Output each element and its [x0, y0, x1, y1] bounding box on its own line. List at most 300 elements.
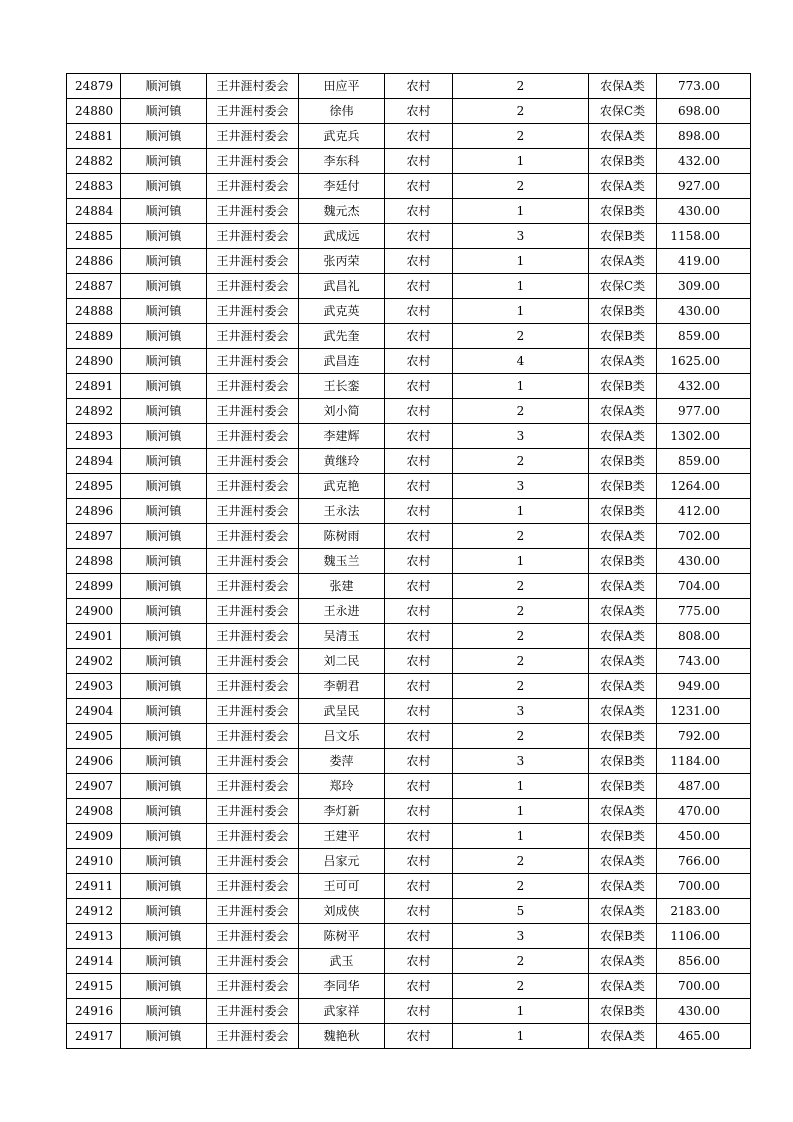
cell-id: 24902	[67, 649, 121, 674]
table-row	[67, 624, 751, 649]
cell-name: 王建平	[299, 824, 385, 849]
cell-id: 24909	[67, 824, 121, 849]
cell-name: 李东科	[299, 149, 385, 174]
cell-area: 农村	[385, 849, 453, 874]
cell-count: 1	[453, 199, 589, 224]
cell-id: 24897	[67, 524, 121, 549]
cell-village: 王井涯村委会	[207, 124, 299, 149]
cell-type: 农保A类	[589, 699, 657, 724]
cell-name: 李廷付	[299, 174, 385, 199]
cell-village: 王井涯村委会	[207, 724, 299, 749]
cell-type: 农保A类	[589, 674, 657, 699]
table-row	[67, 74, 751, 99]
cell-count: 1	[453, 799, 589, 824]
cell-id: 24911	[67, 874, 121, 899]
cell-type: 农保B类	[589, 324, 657, 349]
table-row	[67, 799, 751, 824]
table-row	[67, 674, 751, 699]
cell-village: 王井涯村委会	[207, 974, 299, 999]
cell-type: 农保B类	[589, 149, 657, 174]
cell-id: 24894	[67, 449, 121, 474]
cell-town: 顺河镇	[121, 99, 207, 124]
cell-village: 王井涯村委会	[207, 449, 299, 474]
cell-area: 农村	[385, 774, 453, 799]
cell-count: 2	[453, 99, 589, 124]
cell-area: 农村	[385, 649, 453, 674]
cell-type: 农保B类	[589, 199, 657, 224]
cell-type: 农保B类	[589, 774, 657, 799]
table-row	[67, 424, 751, 449]
cell-id: 24917	[67, 1024, 121, 1049]
cell-amount: 430.00	[657, 299, 751, 324]
table-row	[67, 474, 751, 499]
cell-village: 王井涯村委会	[207, 199, 299, 224]
cell-area: 农村	[385, 349, 453, 374]
table-row	[67, 649, 751, 674]
cell-amount: 432.00	[657, 149, 751, 174]
cell-town: 顺河镇	[121, 249, 207, 274]
cell-village: 王井涯村委会	[207, 249, 299, 274]
cell-amount: 1625.00	[657, 349, 751, 374]
table-row	[67, 349, 751, 374]
cell-amount: 465.00	[657, 1024, 751, 1049]
cell-town: 顺河镇	[121, 724, 207, 749]
cell-type: 农保A类	[589, 624, 657, 649]
cell-village: 王井涯村委会	[207, 924, 299, 949]
cell-area: 农村	[385, 174, 453, 199]
cell-id: 24890	[67, 349, 121, 374]
cell-village: 王井涯村委会	[207, 699, 299, 724]
cell-type: 农保B类	[589, 499, 657, 524]
cell-town: 顺河镇	[121, 699, 207, 724]
cell-name: 王长銮	[299, 374, 385, 399]
cell-amount: 702.00	[657, 524, 751, 549]
cell-area: 农村	[385, 149, 453, 174]
table-row	[67, 274, 751, 299]
table-row	[67, 749, 751, 774]
cell-town: 顺河镇	[121, 349, 207, 374]
cell-count: 2	[453, 524, 589, 549]
cell-count: 1	[453, 274, 589, 299]
cell-count: 2	[453, 574, 589, 599]
cell-village: 王井涯村委会	[207, 149, 299, 174]
table-row	[67, 199, 751, 224]
cell-name: 王永进	[299, 599, 385, 624]
cell-id: 24892	[67, 399, 121, 424]
cell-amount: 704.00	[657, 574, 751, 599]
table-row	[67, 224, 751, 249]
cell-town: 顺河镇	[121, 149, 207, 174]
cell-amount: 1106.00	[657, 924, 751, 949]
cell-count: 2	[453, 124, 589, 149]
cell-amount: 898.00	[657, 124, 751, 149]
cell-town: 顺河镇	[121, 224, 207, 249]
cell-town: 顺河镇	[121, 649, 207, 674]
cell-id: 24904	[67, 699, 121, 724]
cell-count: 1	[453, 499, 589, 524]
cell-id: 24898	[67, 549, 121, 574]
cell-village: 王井涯村委会	[207, 324, 299, 349]
cell-id: 24893	[67, 424, 121, 449]
cell-type: 农保A类	[589, 874, 657, 899]
cell-count: 2	[453, 674, 589, 699]
cell-count: 1	[453, 299, 589, 324]
cell-amount: 856.00	[657, 949, 751, 974]
table-row	[67, 999, 751, 1024]
cell-name: 吴清玉	[299, 624, 385, 649]
cell-town: 顺河镇	[121, 549, 207, 574]
cell-type: 农保A类	[589, 799, 657, 824]
cell-area: 农村	[385, 249, 453, 274]
cell-amount: 859.00	[657, 449, 751, 474]
cell-village: 王井涯村委会	[207, 299, 299, 324]
cell-area: 农村	[385, 399, 453, 424]
cell-area: 农村	[385, 824, 453, 849]
cell-town: 顺河镇	[121, 974, 207, 999]
cell-name: 王可可	[299, 874, 385, 899]
cell-village: 王井涯村委会	[207, 224, 299, 249]
cell-amount: 1231.00	[657, 699, 751, 724]
cell-id: 24901	[67, 624, 121, 649]
cell-name: 武先奎	[299, 324, 385, 349]
cell-type: 农保A类	[589, 424, 657, 449]
cell-count: 3	[453, 224, 589, 249]
table-row	[67, 599, 751, 624]
cell-name: 魏元杰	[299, 199, 385, 224]
cell-type: 农保A类	[589, 849, 657, 874]
cell-area: 农村	[385, 199, 453, 224]
cell-name: 武昌连	[299, 349, 385, 374]
cell-type: 农保A类	[589, 574, 657, 599]
cell-id: 24915	[67, 974, 121, 999]
cell-amount: 700.00	[657, 874, 751, 899]
table-body	[67, 74, 751, 1049]
cell-town: 顺河镇	[121, 574, 207, 599]
table-row	[67, 99, 751, 124]
cell-village: 王井涯村委会	[207, 549, 299, 574]
cell-count: 2	[453, 724, 589, 749]
table-row	[67, 874, 751, 899]
table-row	[67, 299, 751, 324]
cell-area: 农村	[385, 74, 453, 99]
cell-type: 农保A类	[589, 349, 657, 374]
cell-area: 农村	[385, 574, 453, 599]
cell-village: 王井涯村委会	[207, 999, 299, 1024]
cell-name: 陈树平	[299, 924, 385, 949]
cell-id: 24888	[67, 299, 121, 324]
cell-id: 24883	[67, 174, 121, 199]
cell-amount: 309.00	[657, 274, 751, 299]
cell-amount: 1302.00	[657, 424, 751, 449]
cell-amount: 698.00	[657, 99, 751, 124]
cell-village: 王井涯村委会	[207, 574, 299, 599]
cell-count: 2	[453, 974, 589, 999]
cell-id: 24900	[67, 599, 121, 624]
cell-area: 农村	[385, 99, 453, 124]
cell-area: 农村	[385, 374, 453, 399]
cell-area: 农村	[385, 899, 453, 924]
cell-area: 农村	[385, 724, 453, 749]
cell-amount: 2183.00	[657, 899, 751, 924]
cell-amount: 773.00	[657, 74, 751, 99]
cell-amount: 430.00	[657, 999, 751, 1024]
cell-area: 农村	[385, 424, 453, 449]
cell-area: 农村	[385, 924, 453, 949]
cell-amount: 927.00	[657, 174, 751, 199]
cell-town: 顺河镇	[121, 874, 207, 899]
table-row	[67, 1024, 751, 1049]
cell-town: 顺河镇	[121, 1024, 207, 1049]
cell-town: 顺河镇	[121, 274, 207, 299]
cell-type: 农保B类	[589, 374, 657, 399]
cell-type: 农保C类	[589, 99, 657, 124]
cell-id: 24910	[67, 849, 121, 874]
cell-id: 24903	[67, 674, 121, 699]
cell-town: 顺河镇	[121, 374, 207, 399]
cell-area: 农村	[385, 874, 453, 899]
cell-village: 王井涯村委会	[207, 349, 299, 374]
table-row	[67, 499, 751, 524]
cell-village: 王井涯村委会	[207, 599, 299, 624]
cell-town: 顺河镇	[121, 124, 207, 149]
table-row	[67, 524, 751, 549]
cell-town: 顺河镇	[121, 824, 207, 849]
cell-id: 24912	[67, 899, 121, 924]
cell-village: 王井涯村委会	[207, 424, 299, 449]
cell-id: 24913	[67, 924, 121, 949]
cell-name: 陈树雨	[299, 524, 385, 549]
cell-village: 王井涯村委会	[207, 524, 299, 549]
table-row	[67, 699, 751, 724]
cell-village: 王井涯村委会	[207, 274, 299, 299]
cell-town: 顺河镇	[121, 949, 207, 974]
cell-type: 农保A类	[589, 249, 657, 274]
cell-id: 24880	[67, 99, 121, 124]
cell-area: 农村	[385, 999, 453, 1024]
cell-village: 王井涯村委会	[207, 749, 299, 774]
cell-type: 农保B类	[589, 924, 657, 949]
cell-id: 24906	[67, 749, 121, 774]
cell-amount: 1184.00	[657, 749, 751, 774]
cell-town: 顺河镇	[121, 849, 207, 874]
cell-name: 郑玲	[299, 774, 385, 799]
cell-town: 顺河镇	[121, 999, 207, 1024]
table-row	[67, 974, 751, 999]
cell-amount: 859.00	[657, 324, 751, 349]
cell-id: 24879	[67, 74, 121, 99]
table-row	[67, 149, 751, 174]
cell-area: 农村	[385, 1024, 453, 1049]
cell-area: 农村	[385, 949, 453, 974]
cell-village: 王井涯村委会	[207, 799, 299, 824]
cell-village: 王井涯村委会	[207, 499, 299, 524]
cell-type: 农保C类	[589, 274, 657, 299]
cell-town: 顺河镇	[121, 599, 207, 624]
cell-name: 张丙荣	[299, 249, 385, 274]
cell-count: 3	[453, 749, 589, 774]
cell-name: 武克兵	[299, 124, 385, 149]
cell-id: 24914	[67, 949, 121, 974]
cell-type: 农保A类	[589, 599, 657, 624]
cell-count: 2	[453, 324, 589, 349]
cell-town: 顺河镇	[121, 299, 207, 324]
cell-amount: 450.00	[657, 824, 751, 849]
table-row	[67, 774, 751, 799]
cell-id: 24885	[67, 224, 121, 249]
cell-area: 农村	[385, 299, 453, 324]
cell-town: 顺河镇	[121, 324, 207, 349]
cell-amount: 949.00	[657, 674, 751, 699]
cell-area: 农村	[385, 699, 453, 724]
cell-village: 王井涯村委会	[207, 99, 299, 124]
cell-area: 农村	[385, 974, 453, 999]
table-row	[67, 174, 751, 199]
cell-amount: 432.00	[657, 374, 751, 399]
cell-area: 农村	[385, 499, 453, 524]
cell-id: 24884	[67, 199, 121, 224]
cell-type: 农保B类	[589, 749, 657, 774]
cell-village: 王井涯村委会	[207, 649, 299, 674]
cell-count: 3	[453, 424, 589, 449]
cell-count: 1	[453, 149, 589, 174]
data-table	[66, 73, 751, 1049]
cell-area: 农村	[385, 524, 453, 549]
cell-count: 2	[453, 399, 589, 424]
cell-type: 农保A类	[589, 899, 657, 924]
cell-count: 1	[453, 249, 589, 274]
table-row	[67, 849, 751, 874]
cell-town: 顺河镇	[121, 74, 207, 99]
cell-area: 农村	[385, 474, 453, 499]
table-row	[67, 249, 751, 274]
cell-type: 农保A类	[589, 399, 657, 424]
cell-town: 顺河镇	[121, 749, 207, 774]
cell-village: 王井涯村委会	[207, 474, 299, 499]
cell-amount: 412.00	[657, 499, 751, 524]
cell-area: 农村	[385, 324, 453, 349]
cell-village: 王井涯村委会	[207, 674, 299, 699]
cell-type: 农保A类	[589, 74, 657, 99]
cell-id: 24899	[67, 574, 121, 599]
cell-name: 张建	[299, 574, 385, 599]
cell-id: 24916	[67, 999, 121, 1024]
cell-type: 农保A类	[589, 974, 657, 999]
table-row	[67, 724, 751, 749]
cell-count: 4	[453, 349, 589, 374]
cell-amount: 700.00	[657, 974, 751, 999]
cell-village: 王井涯村委会	[207, 949, 299, 974]
cell-village: 王井涯村委会	[207, 874, 299, 899]
table-row	[67, 824, 751, 849]
cell-village: 王井涯村委会	[207, 74, 299, 99]
cell-amount: 1264.00	[657, 474, 751, 499]
cell-area: 农村	[385, 749, 453, 774]
table-row	[67, 374, 751, 399]
cell-id: 24891	[67, 374, 121, 399]
cell-type: 农保B类	[589, 549, 657, 574]
cell-town: 顺河镇	[121, 774, 207, 799]
cell-name: 刘成侠	[299, 899, 385, 924]
cell-name: 刘小简	[299, 399, 385, 424]
cell-area: 农村	[385, 599, 453, 624]
cell-town: 顺河镇	[121, 199, 207, 224]
cell-amount: 766.00	[657, 849, 751, 874]
cell-name: 武克艳	[299, 474, 385, 499]
cell-type: 农保B类	[589, 299, 657, 324]
cell-id: 24908	[67, 799, 121, 824]
cell-name: 王永法	[299, 499, 385, 524]
cell-town: 顺河镇	[121, 399, 207, 424]
table-row	[67, 124, 751, 149]
table-row	[67, 949, 751, 974]
cell-count: 2	[453, 624, 589, 649]
cell-name: 武家祥	[299, 999, 385, 1024]
cell-name: 魏艳秋	[299, 1024, 385, 1049]
cell-count: 2	[453, 849, 589, 874]
cell-amount: 808.00	[657, 624, 751, 649]
cell-count: 2	[453, 649, 589, 674]
cell-name: 李建辉	[299, 424, 385, 449]
cell-name: 娄萍	[299, 749, 385, 774]
cell-id: 24896	[67, 499, 121, 524]
cell-village: 王井涯村委会	[207, 399, 299, 424]
cell-type: 农保A类	[589, 174, 657, 199]
cell-town: 顺河镇	[121, 899, 207, 924]
cell-type: 农保A类	[589, 649, 657, 674]
table-row	[67, 449, 751, 474]
cell-type: 农保A类	[589, 1024, 657, 1049]
cell-name: 魏玉兰	[299, 549, 385, 574]
cell-amount: 743.00	[657, 649, 751, 674]
cell-id: 24886	[67, 249, 121, 274]
cell-area: 农村	[385, 224, 453, 249]
cell-town: 顺河镇	[121, 924, 207, 949]
cell-count: 2	[453, 174, 589, 199]
cell-count: 1	[453, 824, 589, 849]
cell-type: 农保B类	[589, 824, 657, 849]
table-row	[67, 399, 751, 424]
cell-id: 24887	[67, 274, 121, 299]
cell-name: 刘二民	[299, 649, 385, 674]
cell-area: 农村	[385, 799, 453, 824]
cell-count: 1	[453, 549, 589, 574]
cell-count: 1	[453, 1024, 589, 1049]
cell-type: 农保B类	[589, 999, 657, 1024]
cell-name: 武玉	[299, 949, 385, 974]
cell-name: 吕家元	[299, 849, 385, 874]
cell-town: 顺河镇	[121, 174, 207, 199]
cell-amount: 775.00	[657, 599, 751, 624]
cell-village: 王井涯村委会	[207, 374, 299, 399]
cell-count: 2	[453, 874, 589, 899]
cell-type: 农保B类	[589, 449, 657, 474]
cell-id: 24881	[67, 124, 121, 149]
cell-id: 24905	[67, 724, 121, 749]
cell-count: 2	[453, 449, 589, 474]
cell-amount: 792.00	[657, 724, 751, 749]
cell-village: 王井涯村委会	[207, 849, 299, 874]
cell-village: 王井涯村委会	[207, 824, 299, 849]
cell-name: 武昌礼	[299, 274, 385, 299]
cell-village: 王井涯村委会	[207, 624, 299, 649]
cell-town: 顺河镇	[121, 674, 207, 699]
cell-village: 王井涯村委会	[207, 899, 299, 924]
cell-amount: 419.00	[657, 249, 751, 274]
cell-area: 农村	[385, 624, 453, 649]
cell-town: 顺河镇	[121, 524, 207, 549]
cell-count: 1	[453, 774, 589, 799]
table-row	[67, 899, 751, 924]
